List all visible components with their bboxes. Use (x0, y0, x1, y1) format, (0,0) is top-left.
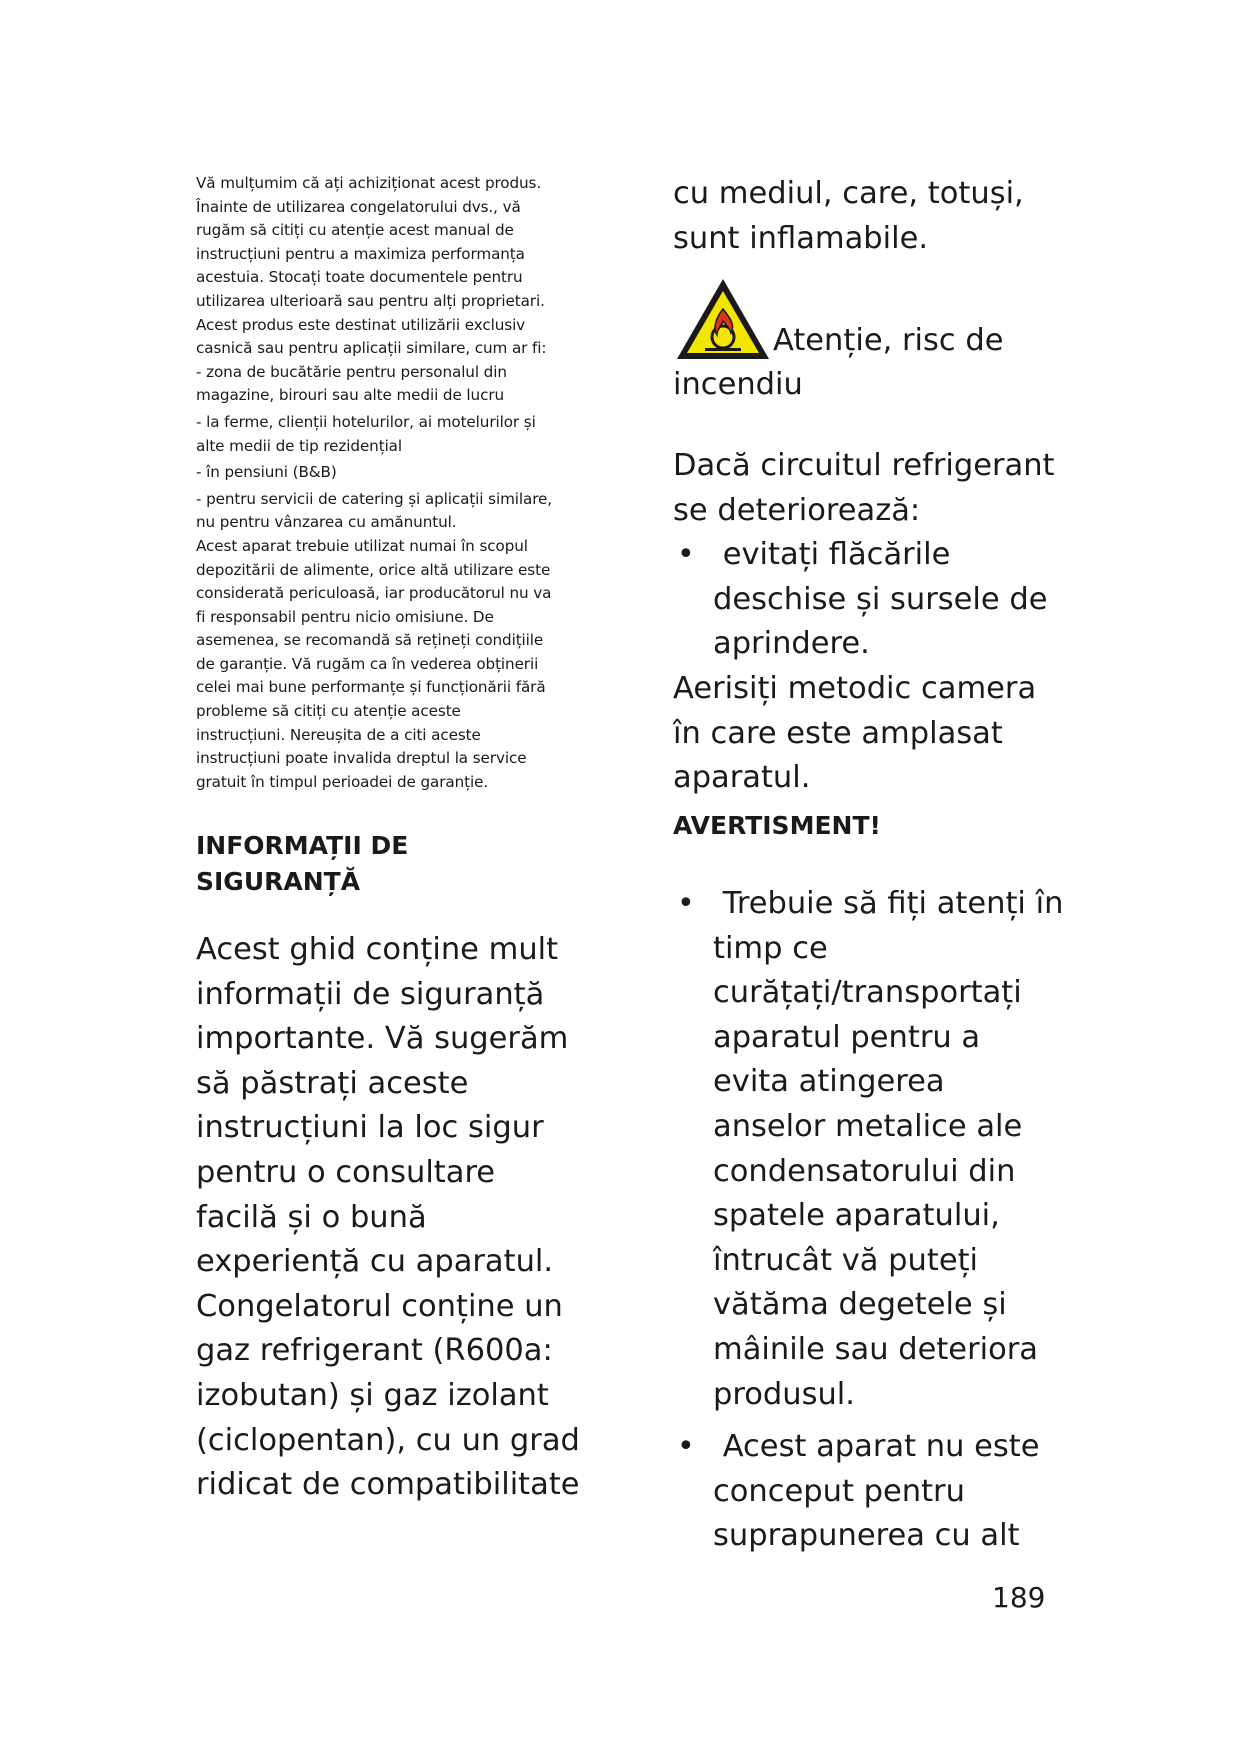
body-line: Congelatorul conține un (196, 1288, 563, 1324)
intro-line: - zona de bucătărie pentru personalul din (196, 362, 507, 381)
list-line: timp ce (713, 930, 828, 966)
intro-line: instrucțiuni. Nereușita de a citi aceste (196, 725, 481, 744)
body-line: Acest ghid conține mult (196, 932, 559, 967)
intro-line: fi responsabil pentru nicio omisiune. De (196, 607, 494, 626)
list-item (673, 533, 1073, 667)
body-line: sunt inflamabile. (673, 220, 929, 256)
heading-line: INFORMAȚII DE (196, 831, 409, 860)
body-line: importante. Vă sugerăm (196, 1021, 569, 1057)
body-line: izobutan) și gaz izolant (196, 1377, 549, 1413)
bullet-icon: • (677, 537, 695, 573)
fire-warning (673, 275, 1083, 407)
intro-line: rugăm să citiți cu atenție acest manual de (196, 221, 514, 240)
intro-line: instrucțiuni pentru a maximiza performanța (196, 244, 525, 263)
body-line: Aerisiți metodic camera (673, 670, 1037, 706)
intro-text (196, 172, 576, 794)
list-item (673, 882, 1083, 1417)
body-line: cu mediul, care, totuși, (673, 176, 1024, 211)
list-line: Acest aparat nu este (722, 1429, 1040, 1465)
body-line: facilă și o bună (196, 1199, 427, 1235)
list-line: evita atingerea (713, 1064, 945, 1100)
intro-line: nu pentru vânzarea cu amănuntul. (196, 513, 457, 532)
page-number: 189 (992, 1581, 1046, 1614)
intro-line: alte medii de tip rezidențial (196, 436, 403, 455)
list-item (673, 1425, 1083, 1559)
list-line: aparatul pentru a (713, 1019, 981, 1055)
intro-line: instrucțiuni poate invalida dreptul la service (196, 749, 527, 768)
intro-line: Vă mulțumim că ați achiziționat acest produs. (196, 174, 542, 192)
body-line: în care este amplasat (673, 715, 1003, 751)
list-line: vătăma degetele și (713, 1287, 1007, 1323)
intro-line: asemenea, se recomandă să rețineți condițiile (196, 631, 544, 650)
body-line: pentru o consultare (196, 1154, 496, 1190)
intro-line: gratuit în timpul perioadei de garanție. (196, 772, 489, 791)
intro-line: acestuia. Stocați toate documentele pentru (196, 268, 523, 287)
intro-line: probleme să citiți cu atenție aceste (196, 702, 461, 721)
warning-text: incendiu (673, 367, 803, 402)
intro-line: considerată periculoasă, iar producătorul nu va (196, 584, 552, 603)
fire-hazard-warning-icon (673, 275, 773, 363)
intro-line: - în pensiuni (B&B) (196, 463, 337, 482)
list-line: Trebuie să fiți atenți în (722, 886, 1064, 921)
body-line: ridicat de compatibilitate (196, 1467, 580, 1503)
safety-intro-text (196, 928, 596, 1508)
list-line: evitați flăcările (722, 537, 951, 573)
body-line: aparatul. (673, 760, 811, 796)
list-line: suprapunerea cu alt (713, 1518, 1020, 1554)
intro-line: - pentru servicii de catering și aplicații similare, (196, 489, 553, 508)
bullet-icon: • (677, 1429, 695, 1465)
intro-line: - la ferme, clienții hotelurilor, ai motelurilor și (196, 412, 536, 431)
body-line: să păstrați aceste (196, 1065, 469, 1101)
list-line: conceput pentru (713, 1473, 965, 1509)
list-line: anselor metalice ale (713, 1108, 1023, 1144)
list-line: aprindere. (713, 626, 870, 662)
intro-line: Acest produs este destinat utilizării exclusiv (196, 315, 526, 334)
list-line: mâinile sau deteriora (713, 1331, 1038, 1367)
warning-bullet-list (673, 882, 1083, 1567)
body-line: gaz refrigerant (R600a: (196, 1333, 553, 1369)
list-line: deschise și sursele de (713, 581, 1048, 617)
heading-line: SIGURANȚĂ (196, 867, 361, 896)
left-column (196, 172, 580, 1503)
circuit-damage-text (673, 444, 1073, 801)
continued-text (673, 172, 1024, 261)
body-line: se deteriorează: (673, 492, 921, 528)
intro-line: utilizarea ulterioară sau pentru alți proprietari. (196, 291, 545, 310)
body-line: Dacă circuitul refrigerant (673, 448, 1055, 483)
warning-text: Atenție, risc de (773, 323, 1004, 358)
list-line: spatele aparatului, (713, 1198, 1000, 1234)
bullet-icon: • (677, 886, 695, 921)
bullet-list (673, 533, 1073, 667)
intro-line: de garanție. Vă rugăm ca în vederea obținerii (196, 654, 539, 673)
list-line: condensatorului din (713, 1153, 1016, 1189)
body-line: instrucțiuni la loc sigur (196, 1110, 544, 1146)
intro-line: depozitării de alimente, orice altă utilizare este (196, 560, 551, 579)
warning-heading: AVERTISMENT! (673, 811, 881, 840)
list-line: produsul. (713, 1376, 855, 1412)
intro-line: celei mai bune performanțe și funcționării fără (196, 678, 546, 697)
list-line: curățați/transportați (713, 975, 1022, 1011)
intro-line: magazine, birouri sau alte medii de lucru (196, 386, 504, 405)
intro-line: Acest aparat trebuie utilizat numai în scopul (196, 536, 528, 555)
list-line: întrucât vă puteți (713, 1242, 979, 1278)
intro-line: casnică sau pentru aplicații similare, cum ar fi: (196, 339, 547, 358)
body-line: informații de siguranță (196, 976, 545, 1012)
body-line: (ciclopentan), cu un grad (196, 1422, 580, 1458)
body-line: experiență cu aparatul. (196, 1244, 554, 1280)
intro-line: Înainte de utilizarea congelatorului dvs., vă (196, 197, 521, 216)
section-heading (196, 828, 408, 900)
